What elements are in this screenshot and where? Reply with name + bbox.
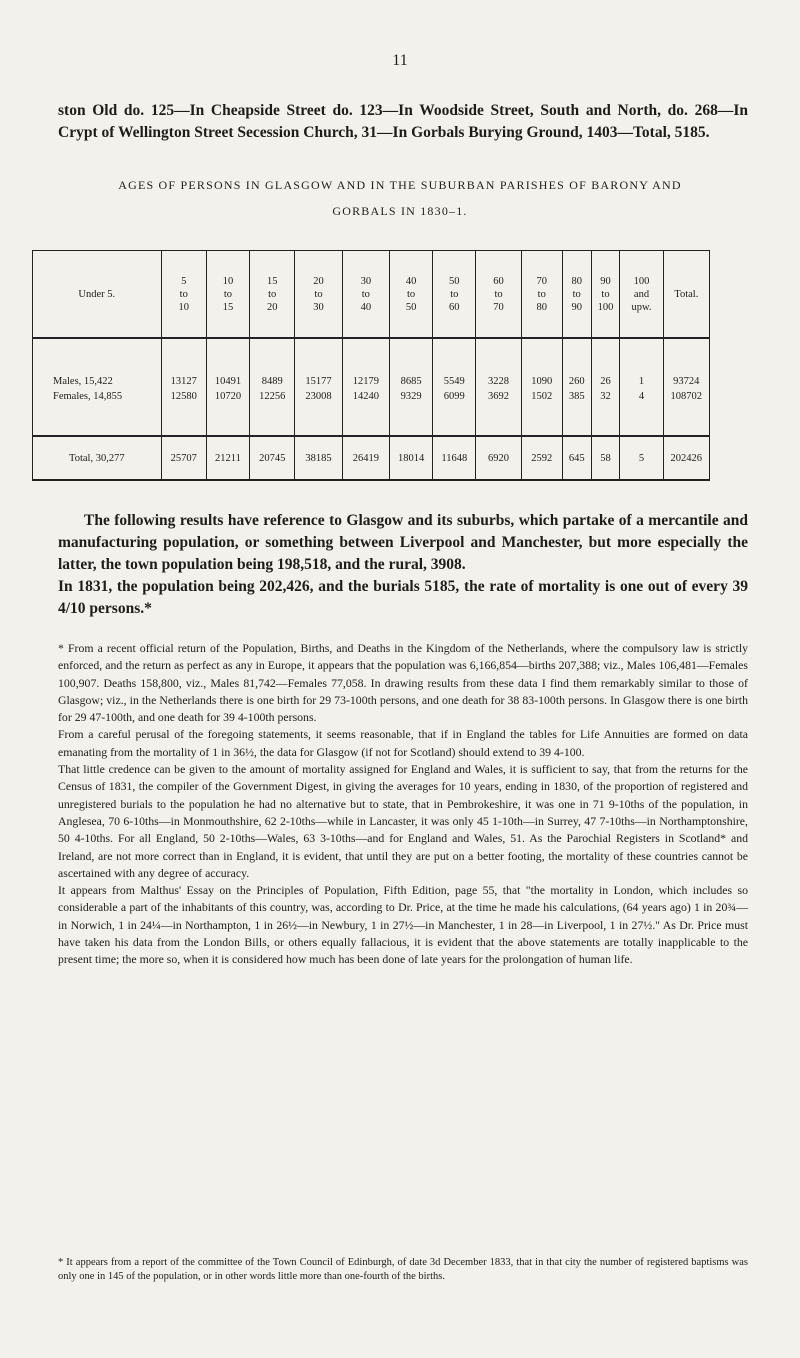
table-cell: 32 (591, 387, 620, 436)
table-cell: 108702 (663, 387, 709, 436)
notes-section (58, 640, 748, 969)
table-cell: 26 (591, 338, 620, 387)
ages-table (32, 250, 710, 481)
header-cell: Total. (663, 251, 709, 339)
table-cell: 645 (562, 436, 591, 480)
table-cell: 11648 (433, 436, 476, 480)
table-cell: 10720 (206, 387, 249, 436)
table-cell: 5549 (433, 338, 476, 387)
table-title (40, 172, 760, 224)
table-cell: 10491 (206, 338, 249, 387)
body-paragraph-1: The following results have reference to Glasgow and its suburbs, which partake of a mercantile and manufacturing population, or something between Liverpool and Manchester, but more especially the latter, the town population being 198,518, and the rural, 3908. (58, 512, 748, 573)
table-cell: 5 (620, 436, 663, 480)
header-cell: Under 5. (33, 251, 162, 339)
footnote: * It appears from a report of the committee of the Town Council of Edinburgh, of date 3d December 1833, that in that city the number of registered baptisms was only one in 145 of the population, or in other words little more than one-fourth of the births. (58, 1257, 748, 1282)
note-paragraph: It appears from Malthus' Essay on the Principles of Population, Fifth Edition, page 55, that "the mortality in London, which includes so considerable a part of the inhabitants of this country, was, according to Dr. Price, at the time he made his calculations, (64 years ago) 1 in 20¾—in Norwich, 1 in 24¼—in Northampton, 1 in 26½—in Newbury, 1 in 27½—in Manchester, 1 in 28—in Liverpool, 1 in 27½." As Dr. Price must have taken his data from the London Bills, or others equally fallacious, it is evident that the above statements are totally inapplicable to the present time; the more so, when it is considered how much has been done of late years for the prolongation of human life. (58, 883, 748, 967)
table-cell: 8489 (250, 338, 295, 387)
table-cell: 12256 (250, 387, 295, 436)
table-cell: 6920 (476, 436, 521, 480)
intro-paragraph: ston Old do. 125—In Cheapside Street do. 123—In Woodside Street, South and North, do. 268—In Crypt of Wellington Street Secession Church, 31—In Gorbals Burying Ground, 1403—Total, 5185. (58, 102, 748, 141)
males-row (33, 338, 710, 387)
table-cell: 6099 (433, 387, 476, 436)
table-cell: 1 (620, 338, 663, 387)
page-number: 11 (392, 52, 408, 69)
total-row (33, 436, 710, 480)
table-cell: 8685 (390, 338, 433, 387)
females-row (33, 387, 710, 436)
table-cell: 18014 (390, 436, 433, 480)
header-row (33, 251, 710, 339)
header-cell: 50 to 60 (433, 251, 476, 339)
note-paragraph: From a careful perusal of the foregoing statements, it seems reasonable, that if in England the tables for Life Annuities are formed on data emanating from the mortality of 1 in 36½, the data for Glasgow (if not for Scotland) should extend to 39 4-100. (58, 727, 748, 759)
table-cell: 260 (562, 338, 591, 387)
body-paragraph-2: In 1831, the population being 202,426, and the burials 5185, the rate of mortality is one out of every 39 4/10 persons.* (58, 578, 748, 617)
table-cell: 3692 (476, 387, 521, 436)
table-cell: 4 (620, 387, 663, 436)
table-cell: 23008 (295, 387, 342, 436)
header-cell: 10 to 15 (206, 251, 249, 339)
header-cell: 20 to 30 (295, 251, 342, 339)
table-cell: 25707 (161, 436, 206, 480)
table-cell: 13127 (161, 338, 206, 387)
table-cell: 20745 (250, 436, 295, 480)
row-label: Total, 30,277 (33, 436, 162, 480)
header-cell: 100 and upw. (620, 251, 663, 339)
table-cell: 9329 (390, 387, 433, 436)
table-cell: 15177 (295, 338, 342, 387)
table-cell: 202426 (663, 436, 709, 480)
table-title-line-2: GORBALS IN 1830–1. (332, 204, 468, 218)
row-label: Females, 14,855 (33, 387, 162, 436)
header-cell: 30 to 40 (342, 251, 389, 339)
table-cell: 26419 (342, 436, 389, 480)
table-cell: 12580 (161, 387, 206, 436)
table-cell: 2592 (521, 436, 562, 480)
header-cell: 15 to 20 (250, 251, 295, 339)
header-cell: 5 to 10 (161, 251, 206, 339)
header-cell: 40 to 50 (390, 251, 433, 339)
table-title-line-1: AGES OF PERSONS IN GLASGOW AND IN THE SUBURBAN PARISHES OF BARONY AND (118, 178, 682, 192)
table-cell: 385 (562, 387, 591, 436)
table-cell: 58 (591, 436, 620, 480)
row-label: Males, 15,422 (33, 338, 162, 387)
header-cell: 60 to 70 (476, 251, 521, 339)
table-cell: 12179 (342, 338, 389, 387)
note-paragraph: * From a recent official return of the Population, Births, and Deaths in the Kingdom of the Netherlands, where the compulsory law is strictly enforced, and the return as perfect as any in Europe, it appears that the population was 6,166,854—births 207,388; viz., Males 106,481—Females 100,907. Deaths 158,800, viz., Males 81,742—Females 77,058. In drawing results from these data I find them remarkably similar to those of Glasgow; viz., in the Netherlands there is one birth for 29 73-100th persons, and one death for 38 83-100th persons. In Glasgow there is one birth for 29 47-100th, and one death for 39 4-100th persons. (58, 641, 748, 725)
table-cell: 3228 (476, 338, 521, 387)
table-cell: 21211 (206, 436, 249, 480)
table-cell: 93724 (663, 338, 709, 387)
header-cell: 80 to 90 (562, 251, 591, 339)
table-cell: 14240 (342, 387, 389, 436)
table-cell: 38185 (295, 436, 342, 480)
table-cell: 1090 (521, 338, 562, 387)
header-cell: 70 to 80 (521, 251, 562, 339)
table-cell: 1502 (521, 387, 562, 436)
note-paragraph: That little credence can be given to the amount of mortality assigned for England and Wales, it is sufficient to say, that from the returns for the Census of 1831, the compiler of the Government Digest, in giving the averages for 10 years, ending in 1830, of the proportion of registered and unregistered burials to the population he had no alternative but to state, that in Pembrokeshire, it was one in 71 9-10ths of the population, in Anglesea, 70 6-10ths—in Monmouthshire, 62 2-10ths—while in Lancaster, it was only 45 1-10th—in Surrey, 47 7-10ths—in Northamptonshire, 50 4-10ths. For all England, 50 2-10ths—Wales, 63 3-10ths—and for England and Wales, 51. As the Parochial Registers in Scotland* and Ireland, are not more correct than in England, it is evident, that until they are put on a better footing, the mortality of these countries cannot be ascertained with any degree of accuracy. (58, 762, 748, 880)
header-cell: 90 to 100 (591, 251, 620, 339)
